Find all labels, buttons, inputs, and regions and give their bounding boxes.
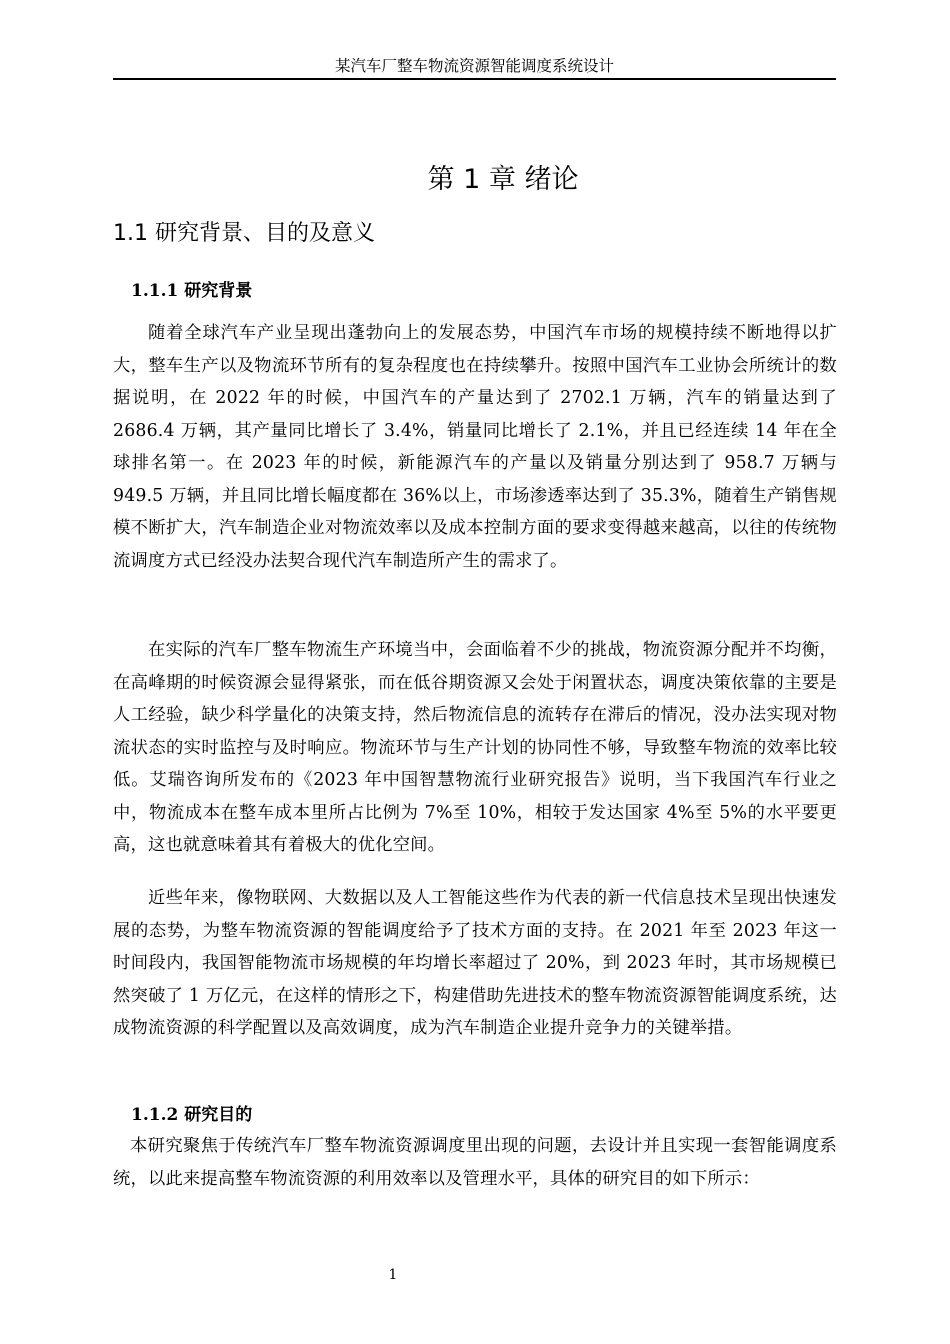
page-number: 1 bbox=[388, 1267, 398, 1283]
paragraph-background-2: 在实际的汽车厂整车物流生产环境当中，会面临着不少的挑战，物流资源分配并不均衡，在高峰期的时候资源会显得紧张，而在低谷期资源又会处于闲置状态，调度决策依靠的主要是人工经验，缺少科学量化的决策支持，然后物流信息的流转存在滞后的情况，没办法实现对物流状态的实时监控与及时响应。物流环节与生产计划的协同性不够，导致整车物流的效率比较低。艾瑞咨询所发布的《2023 年中国智慧物流行业研究报告》说明，当下我国汽车行业之中，物流成本在整车成本里所占比例为 7%至 10%，相较于发达国家 4%至 5%的水平要更高，这也就意味着其有着极大的优化空间。 bbox=[113, 640, 837, 855]
paragraph-background-3: 近些年来，像物联网、大数据以及人工智能这些作为代表的新一代信息技术呈现出快速发展的态势，为整车物流资源的智能调度给予了技术方面的支持。在 2021 年至 2023 年这一时间段内，我国智能物流市场规模的年均增长率超过了 20%，到 2023 年时，其市场规模已然突破了 1 万亿元，在这样的情形之下，构建借助先进技术的整车物流资源智能调度系统，达成物流资源的科学配置以及高效调度，成为汽车制造企业提升竞争力的关键举措。 bbox=[113, 888, 837, 1038]
subsection-title-research-background: 1.1.1 研究背景 bbox=[131, 281, 253, 301]
header-rule bbox=[113, 78, 836, 80]
chapter-title: 第 1 章 绪论 bbox=[427, 164, 579, 195]
section-title: 1.1 研究背景、目的及意义 bbox=[113, 221, 375, 246]
running-header: 某汽车厂整车物流资源智能调度系统设计 bbox=[334, 57, 614, 75]
subsection-title-research-purpose: 1.1.2 研究目的 bbox=[131, 1105, 253, 1125]
paragraph-purpose: 本研究聚焦于传统汽车厂整车物流资源调度里出现的问题，去设计并且实现一套智能调度系统，以此来提高整车物流资源的利用效率以及管理水平，具体的研究目的如下所示： bbox=[113, 1136, 837, 1189]
paragraph-background-1: 随着全球汽车产业呈现出蓬勃向上的发展态势，中国汽车市场的规模持续不断地得以扩大，整车生产以及物流环节所有的复杂程度也在持续攀升。按照中国汽车工业协会所统计的数据说明，在 2022 年的时候，中国汽车的产量达到了 2702.1 万辆，汽车的销量达到了 2686.4 万辆，其产量同比增长了 3.4%，销量同比增长了 2.1%，并且已经连续 14 年在全球排名第一。在 2023 年的时候，新能源汽车的产量以及销量分别达到了 958.7 万辆与 949.5 万辆，并且同比增长幅度都在 36%以上，市场渗透率达到了 35.3%，随着生产销售规模不断扩大，汽车制造企业对物流效率以及成本控制方面的要求变得越来越高，以往的传统物流调度方式已经没办法契合现代汽车制造所产生的需求了。 bbox=[113, 323, 837, 571]
